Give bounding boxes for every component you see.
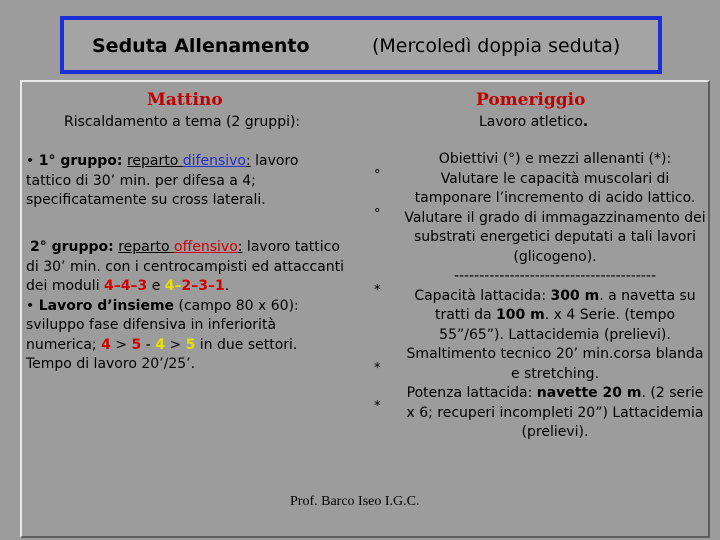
insieme-gt2: >: [164, 336, 186, 353]
divider: ----------------------------------------: [453, 268, 657, 284]
group2-reparto-word: offensivo: [174, 239, 238, 255]
insieme-gt1: >: [110, 336, 132, 353]
group1-text: lavoro tattico di 30’ min. per difesa a 4; specificatamente su cross laterali.: [26, 153, 299, 208]
insieme-field: (campo 80 x 60): sviluppo fase difensiva in inferiorità numerica;: [26, 297, 299, 353]
title-box: [60, 16, 662, 74]
group2-end: .: [224, 278, 230, 294]
pomeriggio-intro: [479, 114, 588, 130]
method-1-d: 100 m: [496, 307, 545, 323]
group2-label: 2° gruppo:: [30, 239, 114, 255]
module-2-3-1: 2–3–1: [181, 278, 225, 294]
module-4-part: 4–: [164, 278, 182, 294]
mattino-heading: Mattino: [147, 90, 223, 110]
method-3-a: Potenza lattacida:: [406, 385, 537, 401]
method-marker-icon: *: [374, 283, 381, 298]
intro-end: .: [582, 114, 589, 130]
group1-colon: :: [245, 153, 251, 169]
bullet-icon: •: [26, 297, 35, 314]
insieme-dash: -: [141, 336, 156, 353]
method-marker-icon: *: [374, 399, 381, 414]
objective-marker-icon: °: [374, 168, 381, 183]
objectives-heading: Obiettivi (°) e mezzi allenanti (*):: [438, 151, 672, 167]
group1-reparto: reparto: [126, 153, 183, 169]
method-marker-icon: *: [374, 361, 381, 376]
group2-paragraph: [26, 238, 344, 375]
method-1-b: 300 m: [550, 287, 600, 304]
insieme-tail: in due settori. Tempo di lavoro 20’/25’.: [26, 336, 298, 372]
objective-2: Valutare il grado di immagazzinamento dei substrati energetici deputati a tali lavori (glicogeno).: [404, 209, 706, 265]
footer-credit: Prof. Barco Iseo I.G.C.: [290, 494, 420, 509]
module-4-4-3: 4–4–3: [104, 278, 148, 294]
group2-and: e: [147, 278, 165, 294]
title-main: Seduta Allenamento: [92, 35, 310, 57]
insieme-n2: 5: [131, 336, 142, 353]
group2-colon: :: [237, 239, 243, 255]
warmup-line: Riscaldamento a tema (2 gruppi):: [64, 114, 301, 130]
method-2: Smaltimento tecnico 20’ min.corsa blanda e stretching.: [406, 346, 704, 382]
group2-text: lavoro tattico di 30’ min. con i centrocampisti ed attaccanti dei moduli: [26, 239, 344, 294]
group2-reparto: reparto: [118, 239, 175, 255]
objective-marker-icon: °: [374, 207, 381, 222]
intro-text: Lavoro atletico: [479, 114, 583, 130]
method-3: [404, 384, 706, 443]
title-sub: (Mercoledì doppia seduta): [372, 35, 621, 57]
method-1: [404, 287, 706, 346]
insieme-n4: 5: [185, 336, 196, 353]
method-1-c: . a navetta su tratti da: [434, 287, 696, 323]
group1-paragraph: [26, 152, 344, 211]
objective-1: Valutare le capacità muscolari di tamponare l’incremento di acido lattico.: [414, 170, 696, 206]
insieme-label: Lavoro d’insieme: [38, 297, 175, 314]
bullet-icon: •: [26, 153, 35, 169]
method-1-a: Capacità lattacida:: [414, 287, 551, 304]
insieme-n3: 4: [155, 336, 165, 353]
insieme-n1: 4: [101, 336, 111, 353]
group1-reparto-word: difensivo: [182, 153, 246, 169]
method-3-b: navette 20 m: [536, 385, 642, 401]
group1-label: 1° gruppo:: [38, 153, 123, 169]
method-1-e: . x 4 Serie. (tempo 55”/65”). Lattacidemia (prelievi).: [439, 307, 676, 343]
pomeriggio-body: [404, 150, 706, 443]
method-3-c: . (2 serie x 6; recuperi incompleti 20”) Lattacidemia (prelievi).: [406, 385, 704, 440]
pomeriggio-heading: Pomeriggio: [476, 90, 586, 110]
